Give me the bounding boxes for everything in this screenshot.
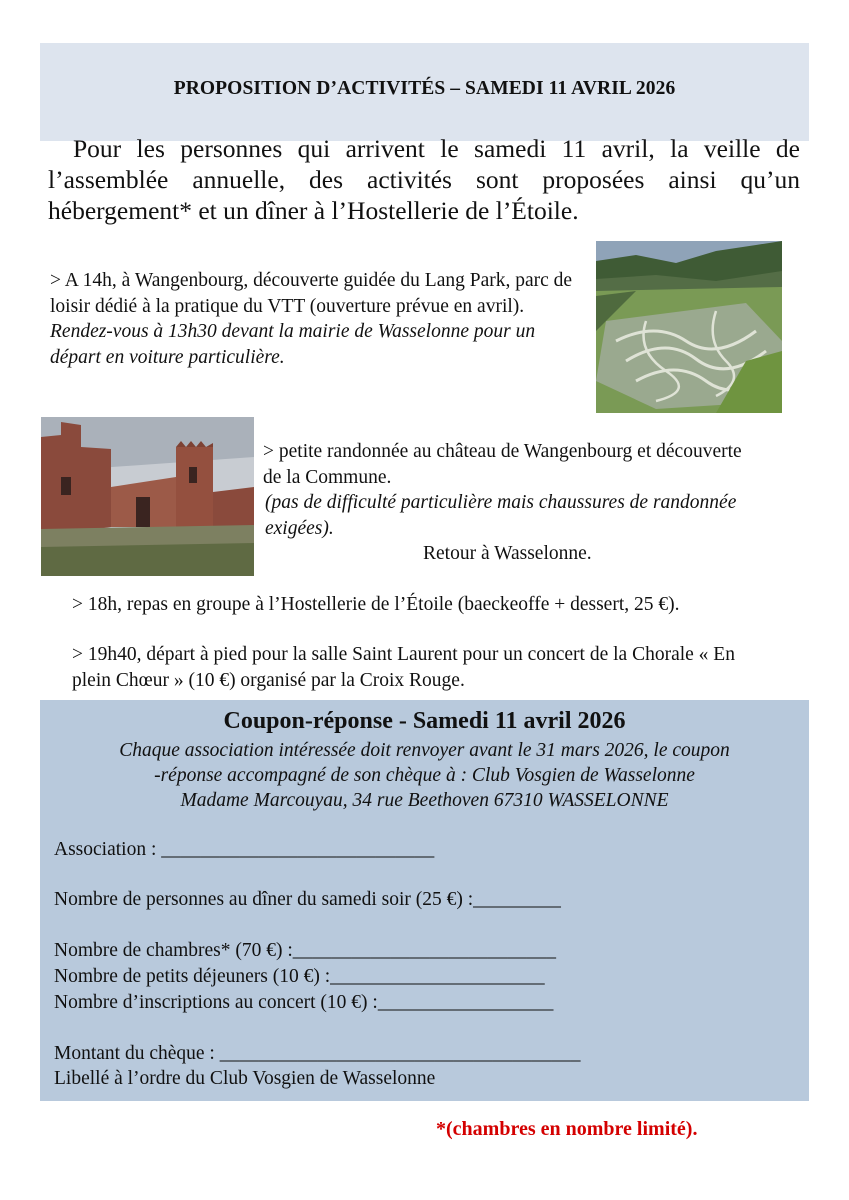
page-title: PROPOSITION D’ACTIVITÉS – SAMEDI 11 AVRIL 2026 — [173, 78, 676, 99]
coupon-instructions-line: -réponse accompagné de son chèque à : Club Vosgien de Wasselonne — [154, 765, 695, 786]
lang-park-photo — [596, 241, 782, 413]
activity-park-text: > A 14h, à Wangenbourg, découverte guidée du Lang Park, parc de loisir dédié à la pratique du VTT (ouverture prévue en avril). — [50, 270, 573, 317]
coupon-instructions-line: Chaque association intéressée doit renvoyer avant le 31 mars 2026, le coupon — [119, 740, 730, 761]
activity-concert: > 19h40, départ à pied pour la salle Saint Laurent pour un concert de la Chorale « En plein Chœur » (10 €) organisé par la Croix Rouge. — [72, 644, 735, 691]
activity-castle — [263, 439, 743, 567]
rooms-limited-note: *(chambres en nombre limité). — [436, 1118, 698, 1140]
activity-park — [50, 268, 590, 370]
coupon-instructions — [40, 738, 809, 813]
diner-count-field[interactable]: Nombre de personnes au dîner du samedi soir (25 €) :_________ — [54, 889, 561, 910]
coupon-reponse — [40, 700, 809, 1101]
castle-photo — [41, 417, 254, 576]
activity-dinner: > 18h, repas en groupe à l’Hostellerie de l’Étoile (baeckeoffe + dessert, 25 €). — [72, 594, 680, 615]
association-field[interactable]: Association : ____________________________ — [54, 839, 435, 860]
coupon-title: Coupon-réponse - Samedi 11 avril 2026 — [223, 708, 626, 734]
activity-castle-return: Retour à Wasselonne. — [423, 543, 592, 564]
intro-paragraph: Pour les personnes qui arrivent le samedi 11 avril, la veille de l’assemblée annuelle, des activités sont proposées ainsi qu’un hébergement* et un dîner à l’Hostellerie de l’Étoile. — [48, 134, 800, 225]
activity-park-meeting: Rendez-vous à 13h30 devant la mairie de Wasselonne pour un départ en voiture particulière. — [50, 321, 536, 368]
rooms-count-field[interactable]: Nombre de chambres* (70 €) :___________________________ — [54, 940, 557, 961]
activity-castle-text: > petite randonnée au château de Wangenbourg et découverte de la Commune. — [263, 441, 742, 488]
cheque-amount-field[interactable]: Montant du chèque : _____________________________________ — [54, 1043, 581, 1064]
breakfast-count-field[interactable]: Nombre de petits déjeuners (10 €) :______________________ — [54, 966, 545, 987]
cheque-payee-label: Libellé à l’ordre du Club Vosgien de Wasselonne — [54, 1068, 436, 1089]
concert-count-field[interactable]: Nombre d’inscriptions au concert (10 €) :__________________ — [54, 992, 554, 1013]
activity-castle-note: (pas de difficulté particulière mais chaussures de randonnée exigées). — [265, 492, 737, 539]
coupon-instructions-line: Madame Marcouyau, 34 rue Beethoven 67310 WASSELONNE — [180, 790, 669, 811]
